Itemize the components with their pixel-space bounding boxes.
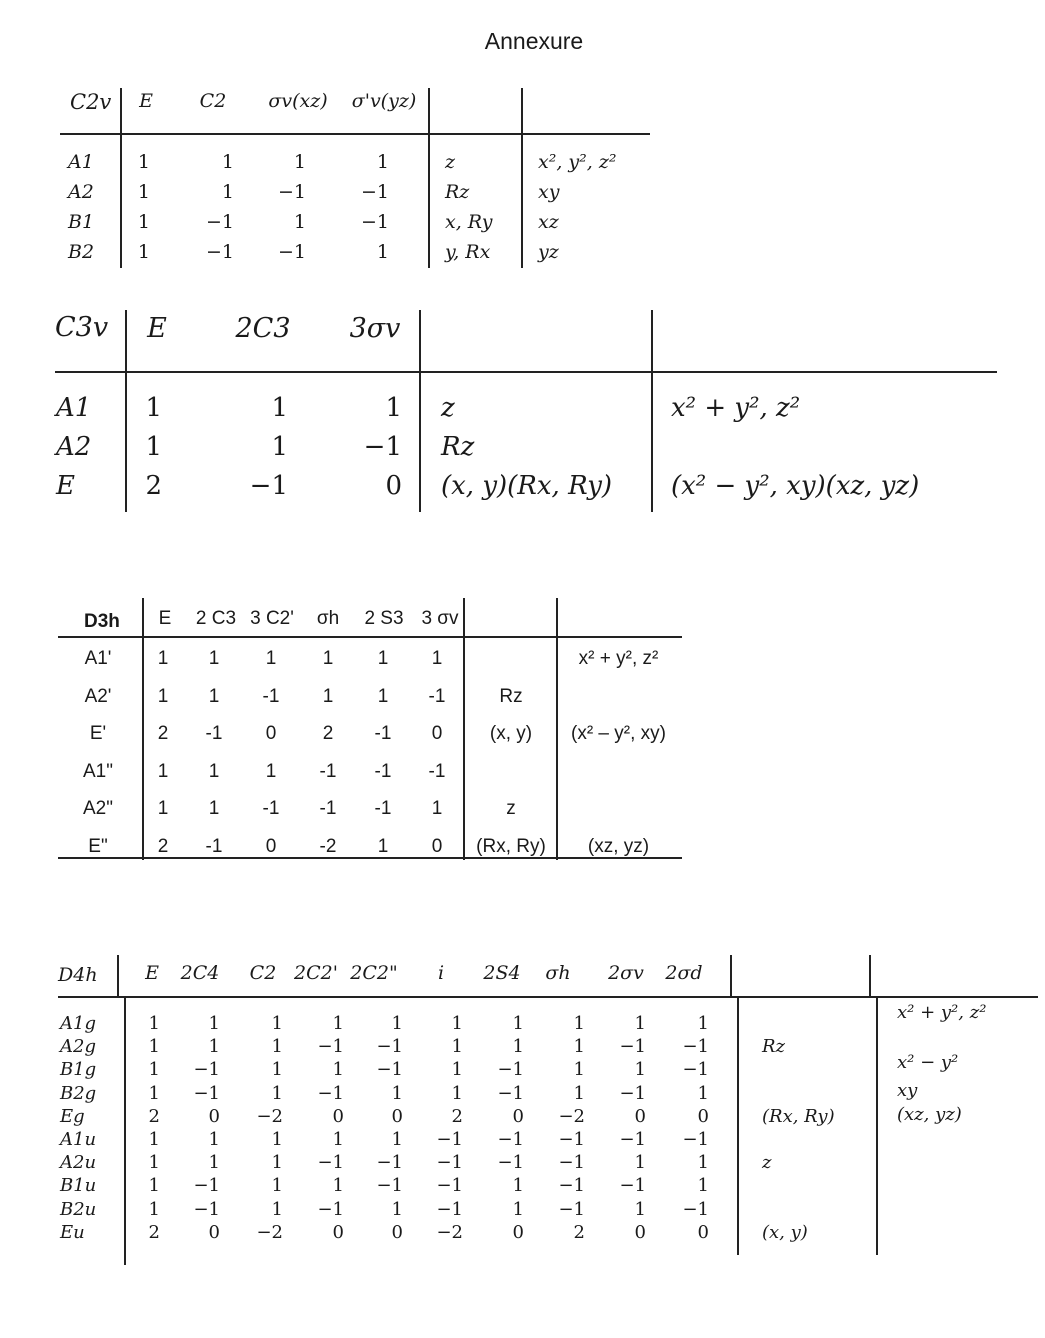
- divider: [730, 955, 732, 997]
- character-value: 1: [208, 1129, 220, 1150]
- character-value: 1: [221, 181, 234, 203]
- character-value: −2: [436, 1221, 463, 1243]
- irrep-label: A1: [56, 393, 92, 423]
- character-value: −1: [558, 1175, 585, 1197]
- character-value: 0: [697, 1221, 709, 1243]
- character-value: 1: [157, 798, 169, 819]
- character-value: −1: [205, 211, 234, 233]
- character-value: 1: [271, 1013, 283, 1034]
- character-value: 1: [512, 1013, 524, 1034]
- character-value: 1: [137, 181, 150, 203]
- quadratic-function: xy: [538, 181, 560, 203]
- character-value: -1: [374, 723, 392, 744]
- character-value: 1: [376, 151, 389, 173]
- linear-function: (Rx, Ry): [762, 1105, 835, 1127]
- character-value: 1: [377, 685, 389, 707]
- quadratic-function: x² + y², z²: [578, 648, 659, 669]
- character-value: -1: [262, 798, 280, 819]
- irrep-label: Eg: [60, 1105, 85, 1127]
- quadratic-function: (x² − y², xy)(xz, yz): [671, 471, 920, 501]
- character-value: 2: [451, 1105, 463, 1127]
- character-value: 1: [697, 1152, 709, 1174]
- irrep-label: A1g: [60, 1013, 96, 1034]
- character-value: 0: [391, 1105, 403, 1127]
- character-value: 1: [148, 1152, 160, 1174]
- character-value: 2: [145, 471, 162, 501]
- character-value: 0: [332, 1105, 344, 1127]
- operation-header: 2σd: [665, 962, 703, 984]
- linear-function: (Rx, Ry): [476, 835, 546, 857]
- divider: [58, 636, 682, 638]
- character-value: 1: [391, 1198, 403, 1220]
- character-value: 1: [208, 1036, 220, 1058]
- character-value: 1: [271, 1175, 283, 1197]
- character-value: -1: [205, 835, 223, 857]
- character-value: 0: [208, 1221, 220, 1243]
- operation-header: σ'v(yz): [351, 90, 417, 112]
- character-value: 1: [451, 1036, 463, 1058]
- character-value: 1: [697, 1175, 709, 1197]
- character-value: −1: [558, 1129, 585, 1150]
- quadratic-function: x² + y², z²: [671, 393, 801, 423]
- linear-function: (x, y): [489, 723, 533, 744]
- character-value: −1: [193, 1059, 220, 1081]
- character-value: 0: [265, 835, 277, 857]
- character-value: 1: [697, 1013, 709, 1034]
- character-value: 1: [145, 393, 162, 423]
- character-value: 2: [157, 723, 169, 744]
- character-value: 1: [451, 1013, 463, 1034]
- character-value: −2: [558, 1105, 585, 1127]
- character-value: −1: [682, 1129, 709, 1150]
- character-value: 1: [148, 1036, 160, 1058]
- irrep-label: A2: [68, 181, 94, 203]
- character-value: −1: [558, 1152, 585, 1174]
- character-value: −1: [682, 1036, 709, 1058]
- character-value: −1: [193, 1082, 220, 1104]
- character-value: 1: [208, 798, 220, 819]
- character-value: 0: [431, 835, 443, 857]
- character-value: 0: [512, 1105, 524, 1127]
- character-value: 1: [391, 1013, 403, 1034]
- divider: [60, 133, 650, 135]
- irrep-label: A2u: [60, 1152, 97, 1174]
- operation-header: E: [145, 962, 159, 984]
- character-value: −1: [682, 1198, 709, 1220]
- character-value: −1: [193, 1198, 220, 1220]
- character-value: 1: [332, 1013, 344, 1034]
- irrep-label: A1: [68, 151, 94, 173]
- character-value: 1: [512, 1175, 524, 1197]
- character-value: −1: [497, 1082, 524, 1104]
- group-label: D3h: [84, 611, 120, 632]
- group-label: C3v: [55, 312, 109, 343]
- divider: [428, 88, 430, 268]
- character-value: 2: [322, 723, 334, 744]
- character-value: 1: [148, 1198, 160, 1220]
- character-value: 1: [293, 151, 306, 173]
- linear-function: Rz: [445, 181, 470, 203]
- quadratic-function: xz: [538, 211, 559, 233]
- irrep-label: E': [89, 723, 107, 744]
- operation-header: 3 C2': [250, 608, 294, 629]
- character-value: −1: [619, 1129, 646, 1150]
- operation-header: i: [437, 962, 445, 984]
- character-value: 1: [271, 1152, 283, 1174]
- group-label: D4h: [58, 964, 98, 986]
- quadratic-function: (xz, yz): [587, 835, 650, 857]
- character-value: −1: [317, 1036, 344, 1058]
- irrep-label: E: [56, 471, 75, 501]
- character-value: 1: [221, 151, 234, 173]
- character-value: -1: [428, 760, 446, 782]
- irrep-label: B1u: [60, 1175, 97, 1197]
- character-value: −1: [619, 1082, 646, 1104]
- character-value: -1: [319, 798, 337, 819]
- character-value: 1: [271, 1082, 283, 1104]
- linear-function: z: [445, 151, 456, 173]
- character-value: 2: [148, 1221, 160, 1243]
- character-value: 1: [148, 1082, 160, 1104]
- character-value: −1: [363, 432, 402, 462]
- character-value: 1: [391, 1082, 403, 1104]
- character-value: 1: [376, 241, 389, 263]
- character-value: -2: [319, 835, 337, 857]
- character-value: 1: [322, 648, 334, 669]
- character-value: 0: [634, 1105, 646, 1127]
- character-value: −1: [376, 1175, 403, 1197]
- character-value: 1: [634, 1152, 646, 1174]
- operation-header: σv(xz): [268, 90, 328, 112]
- character-value: -1: [262, 685, 280, 707]
- character-value: 1: [451, 1082, 463, 1104]
- divider: [55, 371, 997, 373]
- operation-header: 2C3: [235, 313, 291, 344]
- character-value: −1: [497, 1152, 524, 1174]
- irrep-label: A1": [83, 760, 113, 782]
- quadratic-function: (x² – y², xy): [571, 723, 666, 744]
- character-value: 1: [148, 1013, 160, 1034]
- quadratic-function: yz: [538, 241, 559, 263]
- character-value: 1: [697, 1082, 709, 1104]
- irrep-label: B1g: [60, 1059, 97, 1081]
- character-value: 1: [137, 211, 150, 233]
- character-value: −1: [277, 181, 306, 203]
- character-value: −1: [558, 1198, 585, 1220]
- linear-function: (x, y): [762, 1221, 808, 1243]
- operation-header: 2C2": [350, 962, 398, 984]
- irrep-label: Eu: [60, 1221, 85, 1243]
- character-value: 1: [271, 1198, 283, 1220]
- character-value: 1: [265, 760, 277, 782]
- character-value: -1: [374, 760, 392, 782]
- character-value: −1: [193, 1175, 220, 1197]
- character-value: -1: [374, 798, 392, 819]
- character-value: 1: [265, 648, 277, 669]
- character-value: 1: [332, 1175, 344, 1197]
- operation-header: 3σv: [349, 313, 401, 344]
- quadratic-function: x² + y², z²: [897, 1002, 987, 1023]
- divider: [876, 997, 878, 1255]
- character-value: 0: [512, 1221, 524, 1243]
- character-value: 1: [271, 1059, 283, 1081]
- character-value: −2: [256, 1105, 283, 1127]
- character-value: 1: [208, 648, 220, 669]
- character-value: 1: [385, 393, 402, 423]
- character-value: 1: [293, 211, 306, 233]
- operation-header: E: [147, 313, 167, 344]
- character-value: 1: [271, 1036, 283, 1058]
- operation-header: σh: [545, 962, 571, 984]
- linear-function: z: [506, 798, 516, 819]
- operation-header: 2C4: [180, 962, 220, 984]
- linear-function: z: [441, 393, 455, 423]
- character-value: −1: [497, 1129, 524, 1150]
- operation-header: C2: [199, 90, 227, 112]
- character-value: 1: [634, 1013, 646, 1034]
- character-value: 1: [271, 393, 288, 423]
- operation-header: σh: [316, 608, 340, 629]
- quadratic-function: (xz, yz): [897, 1104, 962, 1125]
- character-value: 1: [634, 1059, 646, 1081]
- divider: [521, 88, 523, 268]
- irrep-label: A2g: [60, 1036, 96, 1058]
- irrep-label: A2: [56, 432, 92, 462]
- character-value: −1: [436, 1175, 463, 1197]
- character-value: 0: [332, 1221, 344, 1243]
- character-value: 0: [697, 1105, 709, 1127]
- character-value: 1: [377, 835, 389, 857]
- character-value: −1: [360, 181, 389, 203]
- character-value: −1: [376, 1152, 403, 1174]
- character-value: −1: [317, 1082, 344, 1104]
- character-value: −1: [205, 241, 234, 263]
- character-value: 1: [148, 1059, 160, 1081]
- operation-header: 2S4: [483, 962, 521, 984]
- operation-header: E: [158, 608, 172, 629]
- quadratic-function: x², y², z²: [538, 151, 617, 173]
- linear-function: Rz: [441, 432, 475, 462]
- character-value: -1: [319, 760, 337, 782]
- character-value: 1: [512, 1036, 524, 1058]
- operation-header: E: [139, 90, 153, 112]
- character-value: 1: [208, 1152, 220, 1174]
- character-value: 1: [157, 760, 169, 782]
- character-value: 1: [431, 648, 443, 669]
- character-value: 1: [634, 1198, 646, 1220]
- character-value: 0: [391, 1221, 403, 1243]
- irrep-label: A2": [83, 798, 113, 819]
- linear-function: Rz: [762, 1036, 786, 1058]
- character-value: 1: [148, 1175, 160, 1197]
- character-value: 0: [431, 723, 443, 744]
- character-value: 0: [265, 723, 277, 744]
- operation-header: 2 C3: [195, 608, 237, 629]
- character-value: 1: [208, 685, 220, 707]
- operation-header: 2σv: [608, 962, 644, 984]
- irrep-label: A2': [84, 685, 112, 707]
- irrep-label: E": [88, 835, 108, 857]
- character-value: −1: [249, 471, 288, 501]
- character-value: 0: [208, 1105, 220, 1127]
- character-value: -1: [428, 685, 446, 707]
- irrep-label: B2g: [60, 1082, 97, 1104]
- linear-function: y, Rx: [445, 241, 491, 263]
- quadratic-function: xy: [897, 1080, 918, 1101]
- irrep-label: B2u: [60, 1198, 97, 1220]
- divider: [869, 955, 871, 997]
- irrep-label: A1': [84, 648, 112, 669]
- character-value: 1: [208, 760, 220, 782]
- character-value: 1: [208, 1013, 220, 1034]
- character-value: 1: [431, 798, 443, 819]
- character-value: 1: [512, 1198, 524, 1220]
- character-value: 2: [157, 835, 169, 857]
- character-value: 1: [332, 1129, 344, 1150]
- character-value: −1: [497, 1059, 524, 1081]
- character-value: 1: [573, 1082, 585, 1104]
- operation-header: C2: [249, 962, 277, 984]
- divider: [737, 997, 739, 1255]
- linear-function: x, Ry: [445, 211, 493, 233]
- character-value: −2: [256, 1221, 283, 1243]
- character-value: 1: [271, 432, 288, 462]
- character-value: 0: [634, 1221, 646, 1243]
- character-value: 1: [573, 1059, 585, 1081]
- divider: [117, 955, 119, 997]
- character-value: 0: [385, 471, 402, 501]
- character-value: −1: [376, 1036, 403, 1058]
- character-value: 1: [157, 685, 169, 707]
- character-value: −1: [317, 1152, 344, 1174]
- character-value: 1: [137, 151, 150, 173]
- linear-function: Rz: [499, 685, 523, 707]
- character-value: −1: [277, 241, 306, 263]
- character-value: 1: [391, 1129, 403, 1150]
- character-value: −1: [376, 1059, 403, 1081]
- character-value: 1: [451, 1059, 463, 1081]
- character-value: 1: [332, 1059, 344, 1081]
- character-value: 1: [573, 1036, 585, 1058]
- character-value: 1: [573, 1013, 585, 1034]
- character-value: 2: [148, 1105, 160, 1127]
- character-value: −1: [619, 1175, 646, 1197]
- irrep-label: A1u: [60, 1129, 97, 1150]
- character-value: −1: [619, 1036, 646, 1058]
- character-value: −1: [360, 211, 389, 233]
- operation-header: 2C2': [294, 962, 338, 984]
- operation-header: 2 S3: [364, 608, 404, 629]
- character-value: 1: [148, 1129, 160, 1150]
- character-value: −1: [436, 1198, 463, 1220]
- linear-function: (x, y)(Rx, Ry): [441, 471, 613, 501]
- character-value: 1: [157, 648, 169, 669]
- irrep-label: B1: [68, 211, 95, 233]
- character-value: 1: [145, 432, 162, 462]
- character-value: 1: [377, 648, 389, 669]
- character-value: 1: [271, 1129, 283, 1150]
- character-value: −1: [682, 1059, 709, 1081]
- irrep-label: B2: [68, 241, 95, 263]
- character-value: 1: [322, 685, 334, 707]
- divider: [651, 310, 653, 512]
- operation-header: 3 σv: [421, 608, 459, 629]
- character-value: −1: [436, 1129, 463, 1150]
- linear-function: z: [762, 1152, 772, 1174]
- character-value: 1: [137, 241, 150, 263]
- page-title: Annexure: [484, 28, 584, 54]
- character-value: −1: [436, 1152, 463, 1174]
- group-label: C2v: [70, 90, 112, 114]
- character-value: -1: [205, 723, 223, 744]
- quadratic-function: x² − y²: [897, 1052, 959, 1073]
- divider: [58, 996, 1038, 998]
- character-value: 2: [573, 1221, 585, 1243]
- character-value: −1: [317, 1198, 344, 1220]
